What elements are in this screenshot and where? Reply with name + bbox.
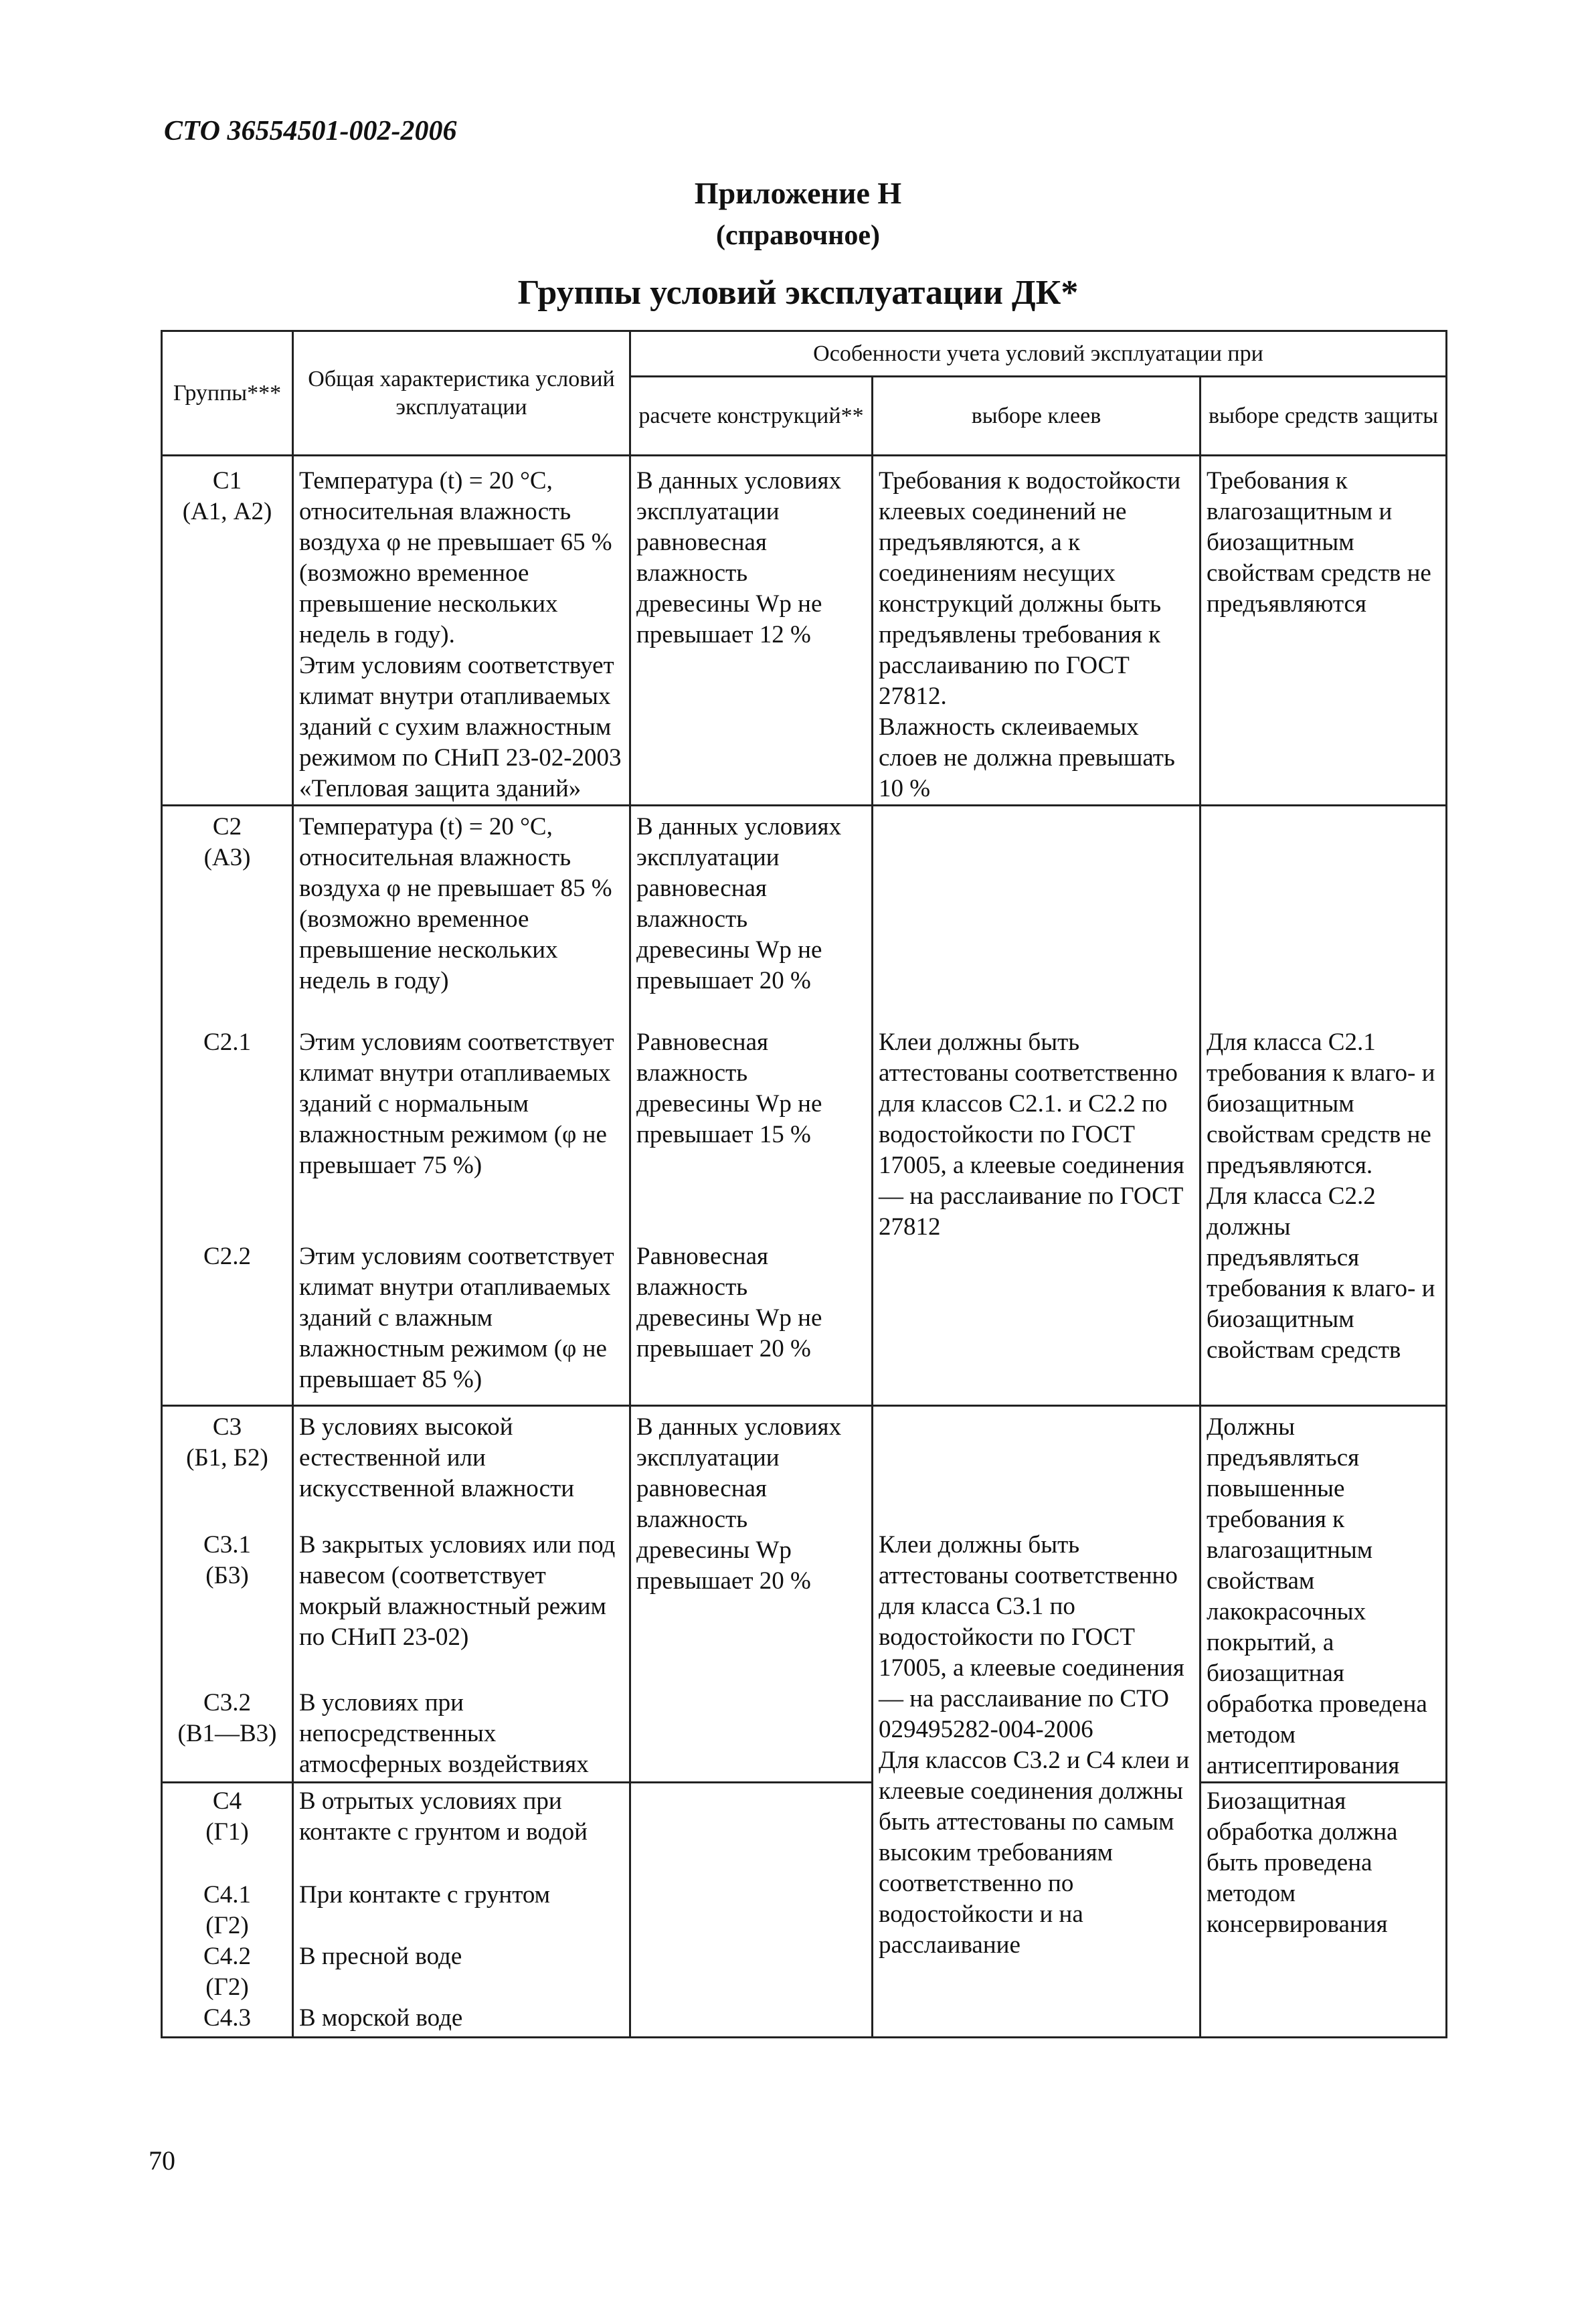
calc-cell: В данных условиях эксплуатации равновесная влажность древесины Wр не превышает 12 % xyxy=(630,456,873,806)
group-cell: С2.2 xyxy=(162,1241,293,1406)
header-glue: выборе клеев xyxy=(873,377,1201,456)
group-cell: С3.1 (Б3) xyxy=(162,1530,293,1688)
group-cell: С4.3 xyxy=(162,2003,293,2038)
appendix-title: Приложение Н xyxy=(694,176,902,210)
general-cell: В пресной воде xyxy=(293,1941,630,2003)
calc-cell: В данных условиях эксплуатации равновесная влажность древесины Wр не превышает 20 % xyxy=(630,806,873,1028)
glue-cell xyxy=(873,806,1201,1028)
protect-cell: Требования к влагозащитным и биозащитным свойствам средств не предъявляются xyxy=(1201,456,1447,806)
document-code: СТО 36554501-002-2006 xyxy=(164,116,457,147)
general-cell: В условиях высокой естественной или искусственной влажности xyxy=(293,1406,630,1530)
protect-cell xyxy=(1201,806,1447,1028)
table-row xyxy=(162,806,1447,1028)
group-cell: С4.2 (Г2) xyxy=(162,1941,293,2003)
general-cell: Температура (t) = 20 °С, относительная влажность воздуха φ не превышает 65 % (возможно временное превышение нескольких недель в году). Этим условиям соответствует климат внутри отапливаемых зданий с сухим влажностным режимом по СНиП 23-02-2003 «Тепловая защита зданий» xyxy=(293,456,630,806)
conditions-table xyxy=(161,330,1447,2038)
header-calc: расчете конструкций** xyxy=(630,377,873,456)
table-row xyxy=(162,456,1447,806)
protect-cell: Должны предъявляться повышенные требования к влагозащитным свойствам лакокрасочных покрытий, а биозащитная обработка проведена методом антисептирования xyxy=(1201,1406,1447,1783)
group-cell: С2 (А3) xyxy=(162,806,293,1028)
calc-cell xyxy=(630,1783,873,2038)
glue-cell: Клеи должны быть аттестованы соответственно для класса С3.1 по водостойкости по ГОСТ 17005, а клеевые соединения — на расслаивание по СТО 029495282-004-2006 Для классов С3.2 и С4 клеи и клеевые соединения должны быть аттестованы по самым высоким требованиям соответственно по водостойкости и на расслаивание xyxy=(873,1530,1201,2038)
general-cell: В закрытых условиях или под навесом (соответствует мокрый влажностный режим по СНиП 23-02) xyxy=(293,1530,630,1688)
protect-cell: Для класса С2.1 требования к влаго- и биозащитным свойствам средств не предъявляются. Для класса С2.2 должны предъявляться требования к влаго- и биозащитным свойствам средств xyxy=(1201,1027,1447,1406)
glue-cell: Требования к водостойкости клеевых соединений не предъявляются, а к соединениям несущих конструкций должны быть предъявлены требования к расслаиванию по ГОСТ 27812. Влажность склеиваемых слоев не должна превышать 10 % xyxy=(873,456,1201,806)
general-cell: В морской воде xyxy=(293,2003,630,2038)
general-cell: Этим условиям соответствует климат внутри отапливаемых зданий с нормальным влажностным режимом (φ не превышает 75 %) xyxy=(293,1027,630,1241)
appendix-subtitle: (справочное) xyxy=(715,220,880,251)
glue-cell: Клеи должны быть аттестованы соответственно для классов С2.1. и С2.2 по водостойкости по ГОСТ 17005, а клеевые соединения — на расслаивание по ГОСТ 27812 xyxy=(873,1027,1201,1406)
header-groups: Группы*** xyxy=(162,331,293,456)
header-protect: выборе средств защиты xyxy=(1201,377,1447,456)
page-number: 70 xyxy=(149,2145,175,2176)
table-title: Группы условий эксплуатации ДК* xyxy=(517,274,1079,312)
group-cell: С3 (Б1, Б2) xyxy=(162,1406,293,1530)
group-cell: С4 (Г1) xyxy=(162,1783,293,1880)
table-row xyxy=(162,1406,1447,1530)
header-features: Особенности учета условий эксплуатации при xyxy=(630,331,1447,377)
group-cell: С1 (А1, А2) xyxy=(162,456,293,806)
general-cell: В условиях при непосредственных атмосферных воздействиях xyxy=(293,1688,630,1783)
protect-cell: Биозащитная обработка должна быть проведена методом консервирования xyxy=(1201,1783,1447,2038)
table-row xyxy=(162,1783,1447,1880)
general-cell: При контакте с грунтом xyxy=(293,1880,630,1941)
general-cell: Этим условиям соответствует климат внутри отапливаемых зданий с влажным влажностным режимом (φ не превышает 85 %) xyxy=(293,1241,630,1406)
group-cell: С3.2 (В1—В3) xyxy=(162,1688,293,1783)
header-general: Общая характеристика условий эксплуатации xyxy=(293,331,630,456)
calc-cell: Равновесная влажность древесины Wр не превышает 15 % xyxy=(630,1027,873,1241)
general-cell: В отрытых условиях при контакте с грунтом и водой xyxy=(293,1783,630,1880)
calc-cell: В данных условиях эксплуатации равновесная влажность древесины Wр превышает 20 % xyxy=(630,1406,873,1783)
glue-cell xyxy=(873,1406,1201,1530)
table-row xyxy=(162,1027,1447,1241)
general-cell: Температура (t) = 20 °С, относительная влажность воздуха φ не превышает 85 % (возможно временное превышение нескольких недель в году) xyxy=(293,806,630,1028)
calc-cell: Равновесная влажность древесины Wр не превышает 20 % xyxy=(630,1241,873,1406)
group-cell: С4.1 (Г2) xyxy=(162,1880,293,1941)
group-cell: С2.1 xyxy=(162,1027,293,1241)
